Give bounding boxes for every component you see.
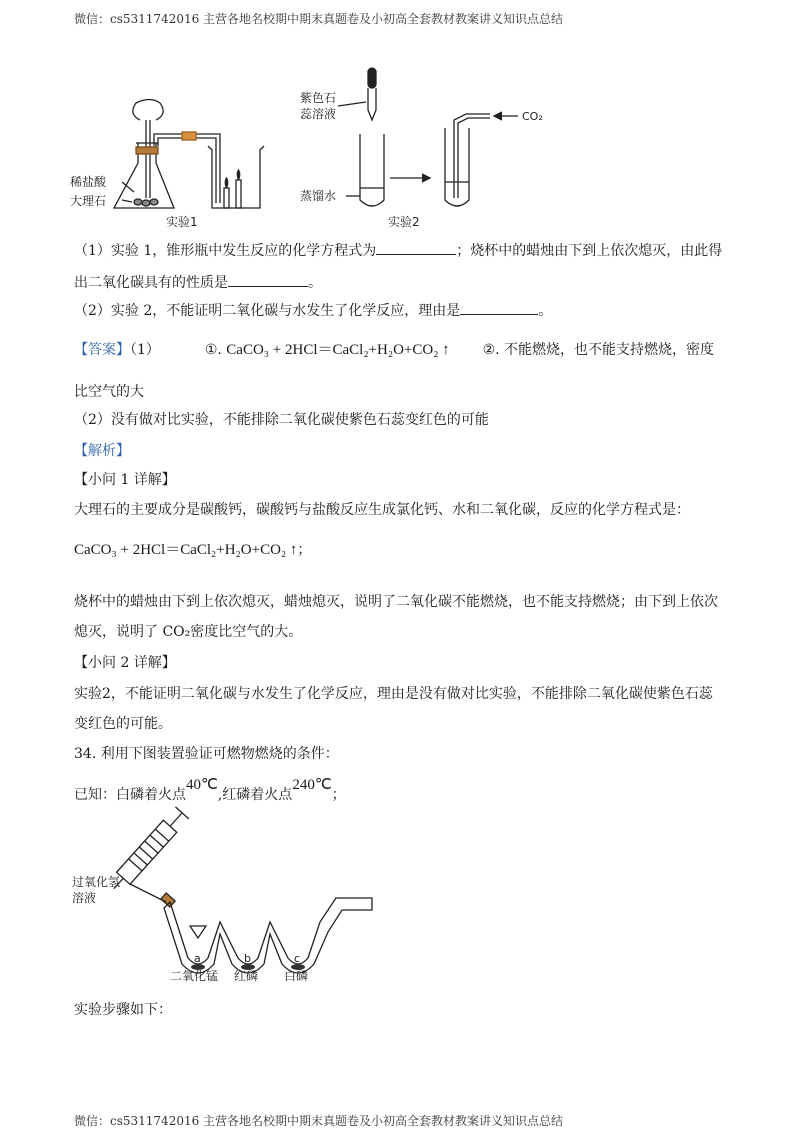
q1-line1-text-b: ；烧杯中的蜡烛由下到上依次熄灭，由此得 [456,243,723,259]
sub1-formula-line [74,540,311,560]
question-34: 34. 利用下图装置验证可燃物燃烧的条件： [74,746,339,762]
q1-line1-text-a: （1）实验 1，锥形瓶中发生反应的化学方程式为 [74,243,377,259]
answer-2: （2）没有做对比实验，不能排除二氧化碳使紫色石蕊变红色的可能 [74,412,489,428]
analysis-tag: 【解析】 [74,443,130,459]
test-tube-co2 [445,128,469,206]
label-exp2: 实验2 [388,215,420,229]
label-hcl: 稀盐酸 [70,175,107,189]
sub1-title: 【小问 1 详解】 [74,472,176,488]
candle-short [224,188,229,208]
label-water: 蒸馏水 [300,189,337,203]
q1-line2 [74,272,322,293]
sub2-title: 【小问 2 详解】 [74,655,176,671]
answer-circle1: ①. [204,342,222,358]
q2-blank [460,300,538,315]
label-h2o2-line1: 过氧化氢 [72,875,121,889]
q1-blank-1 [376,240,456,255]
test-tube-water [360,134,384,206]
dropper-tube [368,88,376,120]
label-h2o2-line2: 溶液 [72,891,97,905]
page-footer: 微信：cs5311742016 主营各地名校期中期末真题卷及小初高全套教材教案讲义知识点总结 [74,1114,564,1128]
candle-tall [236,180,241,208]
answer-part1: （1） [130,342,160,358]
label-litmus-line2: 蕊溶液 [300,107,337,121]
answer-circle2: ②. 不能燃烧，也不能支持燃烧，密度 [482,342,715,358]
answer-tag: 【答案】 [74,342,130,358]
answer-formula: CaCO₃ + 2HCl＝CaCl₂+H₂O+CO₂ ↑ [226,342,450,358]
sub1-text: 大理石的主要成分是碳酸钙，碳酸钙与盐酸反应生成氯化钙、水和二氧化碳，反应的化学方程式是： [74,502,690,518]
sub1-formula: CaCO₃ + 2HCl＝CaCl₂+H₂O+CO₂ ↑ [74,542,298,558]
co2-inlet-tube [454,114,490,198]
known-temp-red: 240℃ [292,777,332,793]
delivery-tube [154,134,220,203]
figure-experiments-1-2 [70,58,543,233]
label-exp1: 实验1 [166,215,198,229]
q2-text-b: 。 [538,303,553,319]
flask-stopper [136,147,158,154]
q1-blank-2 [228,272,308,287]
figure-w-tube-apparatus [70,822,390,992]
q1-line2-text-b: 。 [308,275,322,291]
answer-line [74,340,714,360]
label-a: a [194,952,201,965]
answer-cont: 比空气的大 [74,384,144,400]
label-litmus-line1: 紫色石 [300,91,337,105]
q1-line1 [74,240,722,261]
dropper-bulb [368,68,376,88]
funnel-bulb [133,100,163,121]
label-marble: 大理石 [70,194,107,208]
sub1-text2-line1: 烧杯中的蜡烛由下到上依次熄灭，蜡烛熄灭，说明了二氧化碳不能燃烧，也不能支持燃烧；由下到上依次 [74,594,718,610]
sub1-formula-end: ； [297,542,312,558]
known-temp-white: 40℃ [186,777,218,793]
q2-text-a: （2）实验 2，不能证明二氧化碳与水发生了化学反应，理由是 [74,303,461,319]
label-c: c [294,952,301,965]
steps-title: 实验步骤如下： [74,1002,172,1018]
sub2-text-line2: 变红色的可能。 [74,716,172,732]
label-white-p: 白磷 [284,969,309,983]
known-text-c: ； [331,787,346,803]
inner-funnel [190,926,206,938]
sub2-text-line1: 实验2，不能证明二氧化碳与水发生了化学反应，理由是没有做对比实验，不能排除二氧化碳使紫色石蕊 [74,686,713,702]
label-co2: CO₂ [522,110,543,123]
sub1-text2-line2: 熄灭，说明了 CO₂密度比空气的大。 [74,624,303,640]
q2-line [74,300,552,321]
known-line [74,777,346,805]
known-text-a: 已知：白磷着火点 [74,787,186,803]
known-text-b: ,红磷着火点 [217,787,293,803]
label-b: b [244,952,251,965]
q1-line2-text-a: 出二氧化碳具有的性质是 [74,275,228,291]
page-header: 微信：cs5311742016 主营各地名校期中期末真题卷及小初高全套教材教案讲义知识点总结 [74,12,564,26]
label-red-p: 红磷 [234,969,259,983]
label-mno2: 二氧化锰 [170,969,219,983]
